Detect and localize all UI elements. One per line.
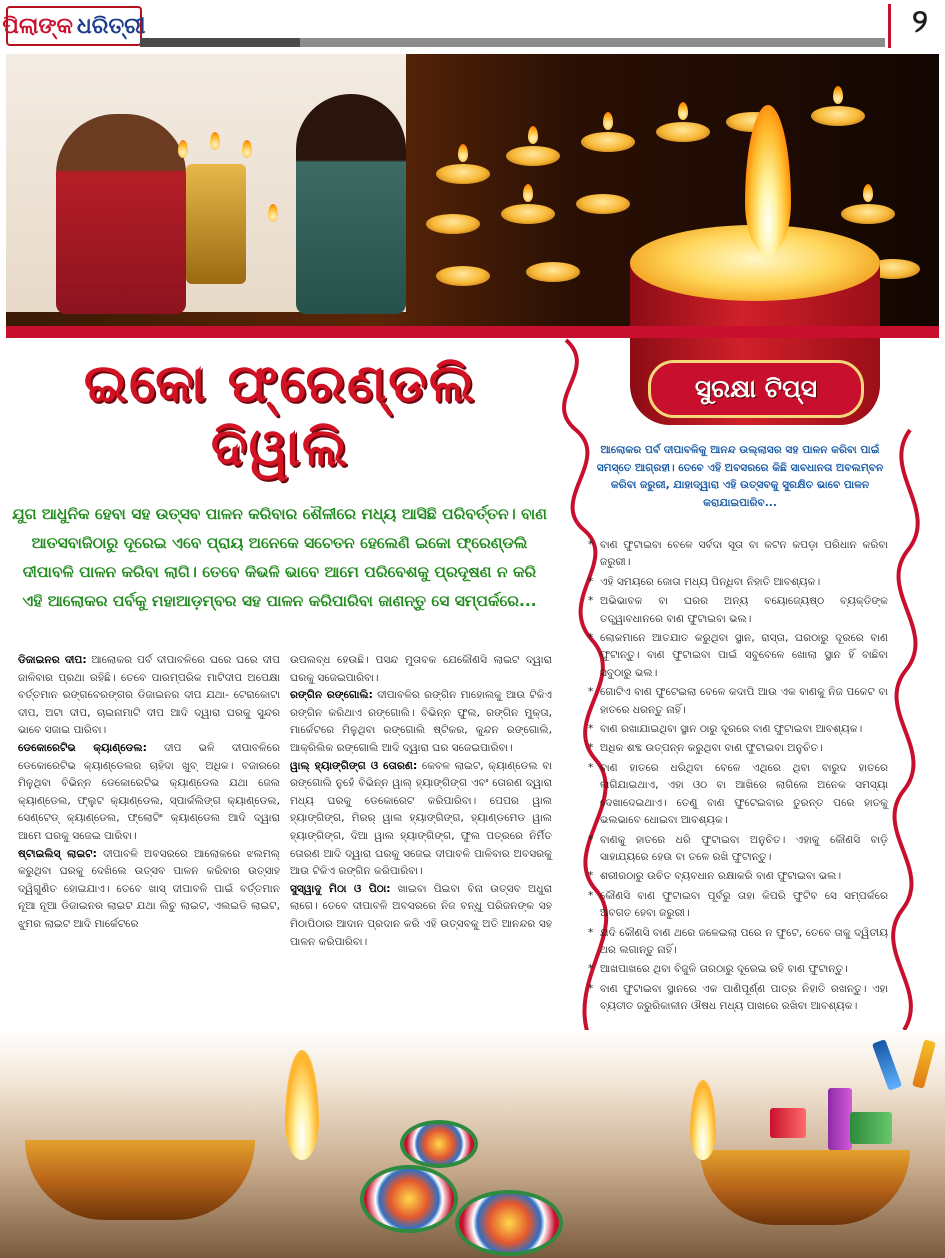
safety-tips-badge: ସୁରକ୍ଷା ଟିପ୍ସ — [648, 360, 864, 418]
subhead: ସୁସ୍ୱାଦୁ ମିଠା ଓ ପିଠା: — [290, 882, 391, 895]
subhead: ରଙ୍ଗିନ ରଙ୍ଗୋଲି: — [290, 689, 373, 702]
rangoli-icon — [400, 1120, 478, 1168]
paragraph-text: କେବଳ ଲାଇଟ, କ୍ୟାଣ୍ଡେଲ ବା ରଙ୍ଗୋଲି ନୁହେଁ ବିଭିନ୍ନ ୱାଲ୍ ହ୍ୟାଙ୍ଗିଙ୍ଗ ଏବଂ ତୋରଣ ଦ୍ୱାରା ମଧ୍ୟ ଘରକୁ ଡେକୋରେଟ କରିପାରିବା। ପେପର ୱାଲ ହ୍ୟାଙ୍ଗିଙ୍ଗ, ମିରର୍ ୱାଲ ହ୍ୟାଙ୍ଗିଙ୍ଗ, ହ୍ୟାଣ୍ଡମେଡ ୱାଲ ହ୍ୟାଙ୍ଗିଙ୍ଗ, ଦିଆ ୱାଲ ହ୍ୟାଙ୍ଗିଙ୍ଗ, ଫୁଲ ପତ୍ରରେ ନିର୍ମିତ ତୋରଣ ଆଦି ଦ୍ୱାରା ଘରକୁ ସଜେଇ ଦୀପାବଳି ପାଳିବାର ଅବସରକୁ ଆଉ ଟିକିଏ ରଙ୍ଗିନ କରିପାରିବା। — [290, 759, 552, 878]
lead-paragraph: ଯୁଗ ଆଧୁନିକ ହେବା ସହ ଉତ୍ସବ ପାଳନ କରିବାର ଶୈଳୀରେ ମଧ୍ୟ ଆସିଛି ପରିବର୍ତ୍ତନ। ବାଣ ଆତସବାଜିଠାରୁ ଦୂରେଇ ଏବେ ପ୍ରାୟ ଅନେକେ ସଚେତନ ହେଲେଣି ଇକୋ ଫ୍ରେଣ୍ଡଲି ଦୀପାବଳି ପାଳନ କରିବା ଲାଗି। ତେବେ କିଭଳି ଭାବେ ଆମେ ପରିବେଶକୁ ପ୍ରଦୂଷଣ ନ କରି ଏହି ଆଲୋକର ପର୍ବକୁ ମହାଆଡ଼ମ୍ବର ସହ ପାଳନ କରିପାରିବା ଜାଣନ୍ତୁ ସେ ସମ୍ପର୍କରେ... — [12, 505, 547, 610]
paragraph-text: ଆଲୋକର ପର୍ବ ଦୀପାବଳିରେ ଘରେ ଘରେ ଦୀପ ଜାଳିବାର ପ୍ରଥା ରହିଛି। ତେବେ ପାରମ୍ପରିକ ମାଟିଦୀପ ଅପେକ୍ଷା ବର୍ତ୍ତମାନ ରଙ୍ଗବେରଙ୍ଗର ଡିଜାଇନର ଦୀପ ଯଥା- ଟେରାକୋଟା ଦୀପ, ଅଟା ଦୀପ, ଚାଇନାମାଟି ଦୀପ ଆଦି ଦ୍ୱାରା ଘରକୁ ସୁନ୍ଦର ଭାବେ ସଜାଇ ପାରିବା। — [18, 654, 280, 737]
subhead: ଡିଜାଇନର ଦୀପ: — [18, 654, 87, 666]
logo-part-2: ଧରିତ୍ରୀ — [76, 13, 146, 39]
article-paragraph — [18, 846, 280, 934]
tip-item: * ବାଣକୁ ହାତରେ ଧରି ଫୁଟାଇବା ଅନୁଚିତ। ଏହାକୁ କୌଣସି ବାଡ଼ି ସାହାଯ୍ୟରେ ହେଉ ବା ତଳେ ରଖି ଫୁଟାନ୍ତୁ। — [588, 832, 888, 867]
paragraph-text: ଦୀପାବଳିର ରଙ୍ଗିନ ମାହୋଲକୁ ଆଉ ଟିକିଏ ରଙ୍ଗିନ କରିଥାଏ ରଙ୍ଗୋଲି। ବିଭିନ୍ନ ଫୁଲ, ରଙ୍ଗିନ ମୁକ୍ତା, ମାର୍କେଟରେ ମିଳୁଥିବା ରଙ୍ଗୋଲି ଷ୍ଟିକର, କୁନ୍ଦନ ରଙ୍ଗୋଲି, ଆକ୍ରିଲିକ ରଙ୍ଗୋଲି ଆଦି ଦ୍ୱାରା ଘର ସଜେଇପାରିବା। — [290, 689, 552, 754]
subhead: ଷ୍ଟାଇଲିସ୍ ଲାଇଟ: — [18, 847, 97, 860]
tip-item: * ଅଧିକ ଶବ୍ଦ ଉତ୍ପନ୍ନ କରୁଥିବା ବାଣ ଫୁଟାଇବା ଅନୁଚିତ। — [588, 740, 888, 757]
article-column-1 — [18, 652, 280, 934]
paragraph-text: ଦୀପ ଭଳି ଦୀପାବଳିରେ ଡେକୋରେଟିଭ କ୍ୟାଣ୍ଡେଲର ଚାହିଦା ଖୁବ୍ ଅଧିକ। ବଜାରରେ ମିଳୁଥିବା ବିଭିନ୍ନ ଡେକୋରେଟିଭ କ୍ୟାଣ୍ଡେଲ ଯଥା ଜେଲ କ୍ୟାଣ୍ଡେଲ, ଫ୍ଲୁଟ କ୍ୟାଣ୍ଡେଲ, ସ୍ପାର୍କଲିଙ୍ଗ କ୍ୟାଣ୍ଡେଲ, ସେଣ୍ଟେଡ୍ କ୍ୟାଣ୍ଡେଲ, ଫ୍ଲୋଟିଂ କ୍ୟାଣ୍ଡେଲ ଆଦି ଦ୍ୱାରା ଆମେ ଘରକୁ ସଜେଇ ପାରିବା। — [18, 741, 280, 842]
paragraph-text: ଖାଇବା ପିଇବା ବିନା ଉତ୍ସବ ଅଧୁରା ଲାଗେ। ତେବେ ଦୀପାବଳି ଅବସରରେ ନିଜ ବନ୍ଧୁ ପରିଜନଙ୍କ ସହ ମିଠାପିଠାର ଆଦାନ ପ୍ରଦାନ କରି ଏହି ଉତ୍ସବକୁ ଅତି ଆନନ୍ଦର ସହ ପାଳନ କରିପାରିବା। — [290, 882, 552, 948]
right-ribbon — [893, 430, 918, 1030]
headline-line-2: ଦିୱାଲି — [210, 418, 350, 478]
firecracker-icon — [828, 1088, 852, 1150]
article-column-2 — [290, 652, 552, 951]
tip-item: * ଲୋକମାନେ ଆତଯାତ କରୁଥିବା ସ୍ଥାନ, ରାସ୍ତା, ଘରଠାରୁ ଦୂରରେ ବାଣ ଫୁଟାନ୍ତୁ। ବାଣ ଫୁଟାଇବା ପାଇଁ ସବୁବେଳେ ଖୋଲା ସ୍ଥାନ ହିଁ ବାଛିବା ସବୁଠାରୁ ଭଲ। — [588, 630, 888, 682]
tip-item: * ବାଣ ଫୁଟାଇବା ବେଳେ ସର୍ବଦା ସୂତା ବା କଟନ କପଡ଼ା ପରିଧାନ କରିବା ଜରୁରୀ। — [588, 537, 888, 572]
firecracker-icon — [850, 1112, 892, 1144]
article-paragraph — [18, 652, 280, 740]
subhead: ଡେକୋରେଟିଭ କ୍ୟାଣ୍ଡେଲ: — [18, 741, 147, 754]
headline — [20, 352, 540, 480]
paragraph-text: ଉପଲବ୍ଧ ହେଉଛି। ପସନ୍ଦ ମୁତାବକ ଯେକୌଣସି ଲାଇଟ ଦ୍ୱାରା ଘରକୁ ସଜେଇପାରିବା। — [290, 654, 552, 684]
headline-line-1: ଇକୋ ଫ୍ରେଣ୍ଡଲି — [83, 354, 477, 414]
article-paragraph — [290, 881, 552, 951]
rangoli-icon — [455, 1190, 563, 1256]
article-paragraph — [290, 687, 552, 757]
safety-tips-list — [588, 537, 888, 1018]
page-number: ୨ — [912, 2, 928, 40]
logo-part-1: ପିଲାଙ୍କ — [2, 13, 73, 39]
tip-item: * ଏହି ସମୟରେ ଜୋତା ମଧ୍ୟ ପିନ୍ଧିବା ନିହାତି ଆବଶ୍ୟକ। — [588, 574, 888, 591]
tip-item: * ବାଣ ଫୁଟାଇବା ସ୍ଥାନରେ ଏକ ପାଣିପୂର୍ଣ୍ଣ ପାତ୍ର ନିହାତି ରଖନ୍ତୁ। ଏହା ବ୍ୟତୀତ ଜରୁରିକାଳୀନ ଔଷଧ ମଧ୍ୟ ପାଖରେ ରଖିବା ଆବଶ୍ୟକ। — [588, 981, 888, 1016]
rangoli-icon — [360, 1165, 458, 1233]
article-paragraph — [18, 740, 280, 846]
firecracker-icon — [770, 1108, 806, 1138]
paragraph-text: ଦୀପାବଳି ଅବସରରେ ଆଲୋକରେ ଝଲମଲ୍ କରୁଥିବା ଘରକୁ ଦେଖିଲେ ଉତ୍ସବ ପାଳନ କରିବାର ଉତ୍ସାହ ଦ୍ୱିଗୁଣିତ ହୋଇଯାଏ। ତେବେ ଖାସ୍ ଦୀପାବଳି ପାଇଁ ବର୍ତ୍ତମାନ ନୂଆ ନୂଆ ଡିଜାଇନର ଲାଇଟ ଯଥା ଲିଚୁ ଲାଇଟ, ଏଲଇଡି ଲାଇଟ, ଝୁମର ଲାଇଟ ଆଦି ମାର୍କେଟରେ — [18, 847, 281, 930]
tip-item: * ବାଣ ହାତରେ ଧରିଥିବା ବେଳେ ଏଥିରେ ଥିବା ବାରୁଦ ହାତରେ ଲାଗିଯାଇଥାଏ, ଏହା ଓଠ ବା ଆଖିରେ ଲାଗିଲେ ଅନେକ ସମସ୍ୟା ଦେଖାଦେଇଥାଏ। ତେଣୁ ବାଣ ଫୁଟେଇବାର ତୁରନ୍ତ ପରେ ହାତକୁ ଭଲଭାବେ ଧୋଇବା ଆବଶ୍ୟକ। — [588, 760, 888, 830]
tip-item: * କୌଣସି ବାଣ ଫୁଟାଇବା ପୂର୍ବରୁ ତାହା କିପରି ଫୁଟିବ ସେ ସମ୍ପର୍କରେ ଅବଗତ ହେବା ଜରୁରୀ। — [588, 888, 888, 923]
tip-item: * ଆଖପାଖରେ ଥିବା ବିଜୁଳି ତାରଠାରୁ ଦୂରେଇ ରହି ବାଣ ଫୁଟାନ୍ତୁ। — [588, 961, 888, 978]
tip-item: * ଗୋଟିଏ ବାଣ ଫୁଟେଇଲା ବେଳେ କଦାପି ଆଉ ଏକ ବାଣକୁ ନିଜ ପକେଟ ବା ହାତରେ ଧରନ୍ତୁ ନାହିଁ। — [588, 684, 888, 719]
article-paragraph — [290, 652, 552, 687]
tip-item: * ବାଣ ରଖାଯାଇଥିବା ସ୍ଥାନ ଠାରୁ ଦୂରରେ ବାଣ ଫୁଟାଇବା ଆବଶ୍ୟକ। — [588, 721, 888, 738]
tips-intro: ଆଲୋକର ପର୍ବ ଦୀପାବଳିକୁ ଆନନ୍ଦ ଉଲ୍ଲାସର ସହ ପାଳନ କରିବା ପାଇଁ ସମସ୍ତେ ଆଗ୍ରହୀ। ତେବେ ଏହି ଅବସରରେ କିଛି ସାବଧାନତା ଅବଲମ୍ବନ କରିବା ଜରୁରୀ, ଯାହାଦ୍ୱାରା ଏହି ଉତ୍ସବକୁ ସୁରକ୍ଷିତ ଭାବେ ପାଳନ କରାଯାଇପାରିବ... — [596, 444, 884, 509]
article-paragraph — [290, 758, 552, 881]
tip-item: * ଯଦି କୌଣସି ବାଣ ଥରେ ଜଳେଇଲା ପରେ ନ ଫୁଟେ, ତେବେ ତାକୁ ଦ୍ୱିତୀୟ ଥର ଲଗାନ୍ତୁ ନାହିଁ। — [588, 925, 888, 960]
subhead: ୱାଲ୍ ହ୍ୟାଙ୍ଗିଙ୍ଗ ଓ ତୋରଣ: — [290, 759, 418, 772]
tip-item: * ଅଭିଭାବକ ବା ଘରର ଅନ୍ୟ ବୟୋଜ୍ୟେଷ୍ଠ ବ୍ୟକ୍ତିଙ୍କ ତତ୍ତ୍ୱାବଧାନରେ ବାଣ ଫୁଟାଇବା ଭଲ। — [588, 593, 888, 628]
tip-item: * ଶରୀରଠାରୁ ଉଚିତ ବ୍ୟବଧାନ ରକ୍ଷାକରି ବାଣ ଫୁଟାଇବା ଭଲ। — [588, 868, 888, 885]
